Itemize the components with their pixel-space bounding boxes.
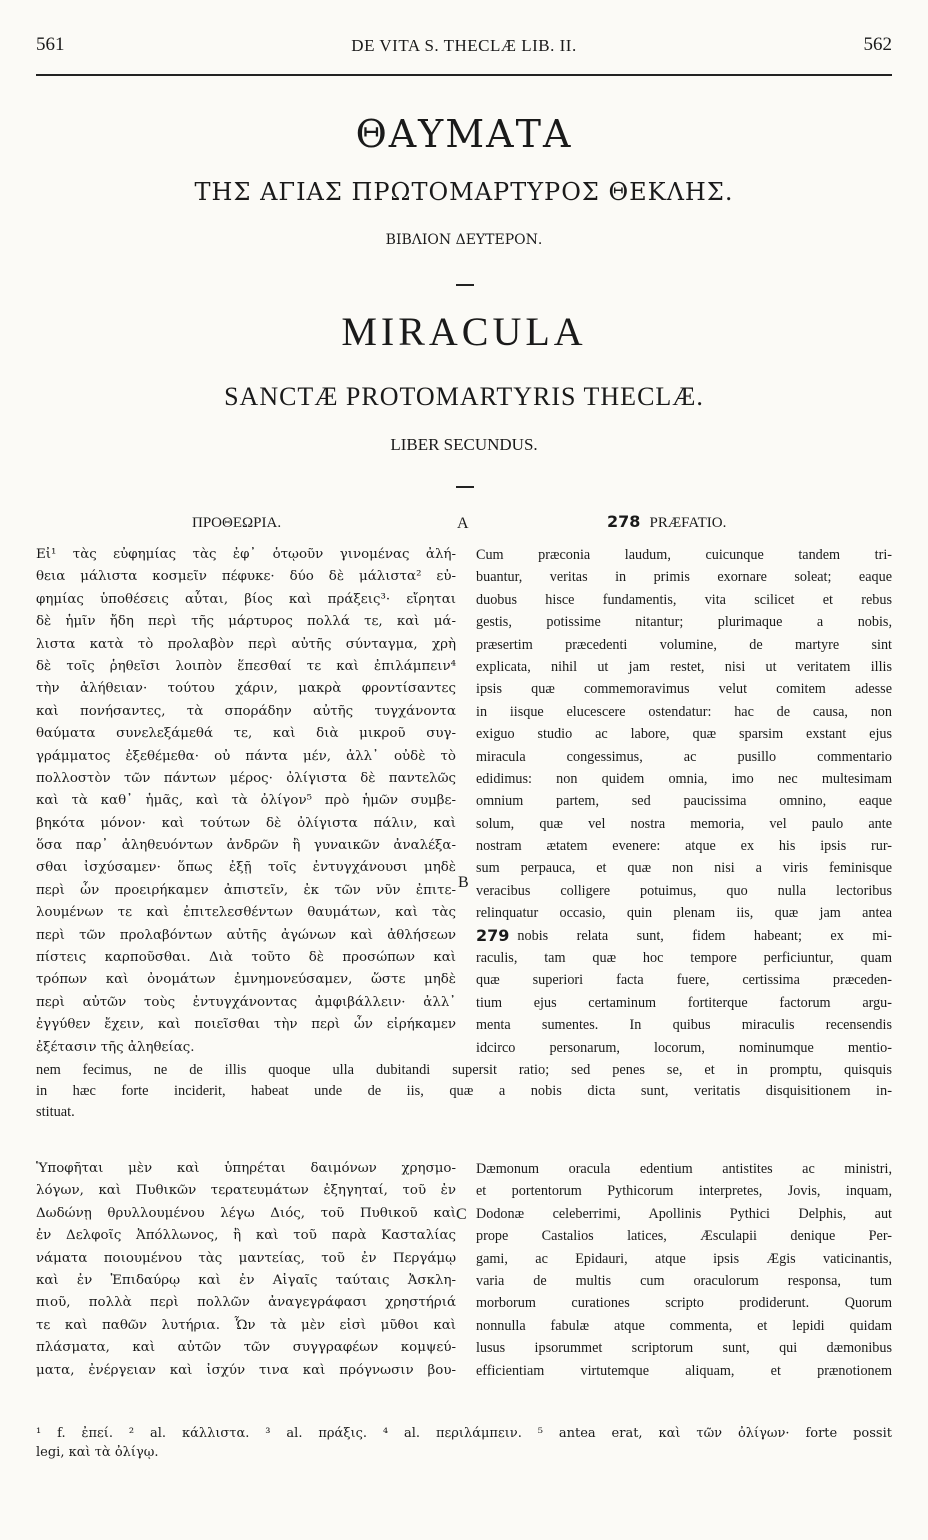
text-line: λουμένων τε καὶ ἐπιτελεσθέντων θαυμάτων, καὶ τὰς bbox=[36, 905, 456, 921]
latin-section-heading: PRÆFATIO. bbox=[649, 515, 727, 531]
text-line: ἐξέτασιν τῆς ἀληθείας. bbox=[36, 1039, 195, 1055]
header-rule bbox=[36, 74, 892, 76]
greek-title: ΘΑΥΜΑΤΑ bbox=[355, 112, 573, 156]
margin-letter-c: C bbox=[456, 1206, 467, 1223]
text-line: morborum curationes scripto prodiderunt. Quorum bbox=[476, 1295, 892, 1312]
title-dash bbox=[456, 486, 474, 488]
text-line: λόγων, καὶ Πυθικῶν τερατευμάτων ἐξηγηταί, τοῦ ἐν bbox=[36, 1183, 456, 1199]
text-line: nostram ætatem evenere: atque ex his ipsis rur- bbox=[476, 838, 892, 855]
text-line: τρόπων καὶ ὀνομάτων ἐμνημονεύσαμεν, ὥστε μηδὲ bbox=[36, 972, 456, 988]
text-line: περὶ ὧν προειρήκαμεν ἀπιστεῖν, ἐκ τῶν νῦν ἐπιτε- bbox=[36, 882, 456, 898]
text-line: lusus ipsorummet scriptorum sunt, qui dæmonibus bbox=[476, 1340, 892, 1357]
text-line: quæ superiori facta fuere, certissima præceden- bbox=[476, 972, 892, 989]
text-line: καὶ πονήσαντες, τὰ σποράδην αὐτῆς τυγχάνοντα bbox=[36, 703, 456, 719]
text-line: Ὑποφῆται μὲν καὶ ὑπηρέται δαιμόνων χρησμο- bbox=[36, 1161, 456, 1176]
text-line: edidimus: non quidem omnia, imo nec multesimam bbox=[476, 770, 892, 787]
text-line: raculis, tam quæ hoc tempore perficiuntur, quam bbox=[476, 950, 892, 967]
latin-book-label: LIBER SECUNDUS. bbox=[390, 435, 538, 454]
text-line: σθαι ἰσχύσαμεν· ὅπως ἐξῇ τοῖς ἐντυγχάνουσι μηδὲ bbox=[36, 860, 456, 876]
text-line: πίστεις καρποῦσθαι. Διὰ τοῦτο δὲ προσώπων καὶ bbox=[36, 950, 456, 966]
text-line: δὲ ἡμῖν ἤδη περὶ τῆς μάρτυρος πολλά τε, καὶ μά- bbox=[36, 614, 456, 630]
latin-subtitle: SANCTÆ PROTOMARTYRIS THECLÆ. bbox=[224, 382, 704, 411]
text-line: Εἰ¹ τὰς εὐφημίας τὰς ἐφ᾽ ὁτῳοῦν γινομένας ἀλή- bbox=[36, 547, 456, 562]
running-title: DE VITA S. THECLÆ LIB. II. bbox=[351, 36, 577, 55]
text-line: πολλοστὸν τῶν πάντων μέρος· ὀλίγιστα δὲ παντελῶς bbox=[36, 770, 456, 786]
footnote-line: legi, καὶ τὰ ὀλίγῳ. bbox=[36, 1445, 159, 1460]
text-line: ἐν Δελφοῖς Ἀπόλλωνος, ἢ καὶ τοῦ παρὰ Κασταλίας bbox=[36, 1228, 456, 1244]
text-line: λιστα κατὰ τὸ προλαβὸν περὶ αὐτῆς σύνταγμα, χρὴ bbox=[36, 636, 456, 652]
greek-section-heading: ΠΡΟΘΕΩΡΙΑ. bbox=[192, 515, 282, 531]
text-line: τὴν ἀλήθειαν· τούτου χάριν, μακρὰ φροντίσαντες bbox=[36, 681, 456, 697]
text-line: et portentorum Pythicorum interpretes, Jovis, inquam, bbox=[476, 1183, 892, 1200]
text-line-with-number bbox=[476, 925, 892, 947]
greek-column-2 bbox=[36, 1158, 456, 1382]
text-line: τε καὶ παθῶν λυτήρια. Ὧν τὰ μὲν εἰσὶ μῦθοι καὶ bbox=[36, 1317, 456, 1333]
text-line: πλάσματα, καὶ αὐτῶν τῶν συγγραφέων κομψεύ- bbox=[36, 1340, 456, 1356]
text-line: varia de multis cum oraculorum responsa, tum bbox=[476, 1272, 892, 1289]
greek-subtitle: ΤΗΣ ΑΓΙΑΣ ΠΡΩΤΟΜΑΡΤΥΡΟΣ ΘΕΚΛΗΣ. bbox=[194, 178, 734, 206]
text-line: miracula congessimus, ac pusillo commentario bbox=[476, 748, 892, 765]
text-line: relinquatur occasio, quin plenam iis, quæ jam antea bbox=[476, 905, 892, 922]
text-line: Cum præconia laudum, cuicunque tandem tri- bbox=[476, 547, 892, 563]
latin-column-2 bbox=[476, 1158, 892, 1382]
text-line: gestis, potissime nitantur; plurimaque a nobis, bbox=[476, 614, 892, 631]
text-line: πιοῦ, πολλὰ περὶ πολλῶν ἀναγεγράφασι χρηστήριά bbox=[36, 1295, 456, 1311]
text-line: solum, quæ vel nostra memoria, vel paulo ante bbox=[476, 815, 892, 832]
text-line: ὅσα παρ᾽ ἀληθευόντων ἀνδρῶν ἢ γυναικῶν ἀναλέξα- bbox=[36, 838, 456, 854]
greek-column-1 bbox=[36, 544, 456, 1059]
text-line: exiguo studio ac labore, quæ sparsim exstant ejus bbox=[476, 726, 892, 743]
text-line: θεια μάλιστα κοσμεῖν πέφυκε· δύο δὲ μάλιστα² εὐ- bbox=[36, 569, 456, 585]
text-line: gami, ac Epidauri, atque ipsis Ægis vaticinantis, bbox=[476, 1250, 892, 1267]
text-line: καὶ ἐν Ἐπιδαύρῳ καὶ ἐν Αἰγαῖς ταύταις Ἀσκλη- bbox=[36, 1272, 456, 1288]
text-line: stituat. bbox=[36, 1104, 75, 1120]
latin-heading-row bbox=[607, 512, 726, 532]
text-line: buantur, veritas in primis exornare soleat; eaque bbox=[476, 569, 892, 586]
greek-book-label: ΒΙΒΛΙΟΝ ΔΕΥΤΕΡΟΝ. bbox=[385, 232, 543, 248]
text-line: prope Castalios latices, Æsculapii denique Per- bbox=[476, 1228, 892, 1245]
text-line: Dodonæ celeberrimi, Apollinis Pythici Delphis, aut bbox=[476, 1205, 892, 1222]
margin-letter-b: B bbox=[458, 874, 469, 891]
text-line: καὶ τὰ καθ᾽ ἡμᾶς, καὶ τὰ ὀλίγον⁵ πρὸ ἡμῶν συμβε- bbox=[36, 793, 456, 809]
text-line: in hæc forte inciderit, habeat unde de iis, quæ a nobis dicta sunt, veritatis disquisitionem in- bbox=[36, 1083, 892, 1099]
text-line: θαύματα συνελεξάμεθά τε, καὶ διὰ μικροῦ συγ- bbox=[36, 726, 456, 742]
text-line: φημίας ὑποθέσεις αὗται, βίος καὶ πράξεις³· εἴρηται bbox=[36, 591, 456, 607]
text-line: veracibus colligere potuimus, quo nulla lectoribus bbox=[476, 882, 892, 899]
text-line: βηκότα μόνον· καὶ τούτων δὲ ὀλίγιστα πάλιν, καὶ bbox=[36, 815, 456, 831]
text-line: idcirco personarum, locorum, nominumque mentio- bbox=[476, 1039, 892, 1056]
text-line: nonnulla fabulæ atque commenta, et lepidi quidam bbox=[476, 1317, 892, 1334]
text-line: menta sumentes. In quibus miraculis recensendis bbox=[476, 1017, 892, 1034]
text-line: δὲ τοῖς ῥηθεῖσι λοιπὸν ἕπεσθαί τε καὶ ἐπιλάμπειν⁴ bbox=[36, 658, 456, 674]
text-line: efficientiam virtutemque aliquam, et prænotionem bbox=[476, 1362, 892, 1379]
text-line: omnium partem, sed paucissima omnino, eaque bbox=[476, 793, 892, 810]
text-line: nem fecimus, ne de illis quoque ulla dubitandi supersit ratio; sed penes se, et in promptu, quisquis bbox=[36, 1062, 892, 1078]
latin-full-width-text bbox=[36, 1060, 892, 1120]
text-line: Dæmonum oracula edentium antistites ac ministri, bbox=[476, 1161, 892, 1177]
text-line: περὶ αὐτῶν τοὺς ἐντυγχάνοντας ἀμφιβάλλειν· ἀλλ᾽ bbox=[36, 994, 456, 1010]
text-line: γράμματος ἐξεθέμεθα· οὐ πάντα μέν, ἀλλ᾽ οὐδὲ τὸ bbox=[36, 748, 456, 764]
text-line: sum perpauca, et quæ non nisi a viris feminisque bbox=[476, 860, 892, 877]
text-line: περὶ τῶν προλαβόντων αὐτῆς ἀγώνων καὶ ἀθλήσεων bbox=[36, 927, 456, 943]
text-line: νάματα ποιουμένου τὰς μαντείας, τοῦ ἐν Περγάμῳ bbox=[36, 1250, 456, 1266]
text-line: ipsis quæ commemoravimus velut comitem adesse bbox=[476, 681, 892, 698]
margin-letter-a: A bbox=[457, 515, 469, 532]
column-number: 278 bbox=[607, 512, 641, 531]
text-line: ἐγγύθεν ἔχειν, καὶ ποιεῖσθαι τὴν περὶ ὧν εἰρήκαμεν bbox=[36, 1017, 456, 1033]
page-number-left: 561 bbox=[36, 34, 65, 55]
text-line: Δωδώνῃ θρυλλουμένου λέγω Διός, τοῦ Πυθικοῦ καὶ bbox=[36, 1205, 456, 1221]
text-line: in iisque elucescere ostendatur: hac de causa, non bbox=[476, 703, 892, 720]
text-line: tium ejus certaminum fortiterque factorum argu- bbox=[476, 994, 892, 1011]
column-number: 279 bbox=[476, 925, 510, 945]
text-line: explicata, nihil ut jam restet, nisi ut veritatem illis bbox=[476, 658, 892, 675]
footnotes bbox=[36, 1424, 892, 1462]
footnote-line: ¹ f. ἐπεί. ² al. κάλλιστα. ³ al. πράξις. ⁴ al. περιλάμπειν. ⁵ antea erat, καὶ τῶν ὀλίγων· forte possit bbox=[36, 1426, 892, 1441]
title-dash bbox=[456, 284, 474, 286]
text-line: præsertim præcedenti volumine, de martyre sint bbox=[476, 636, 892, 653]
page-number-right: 562 bbox=[863, 34, 892, 55]
text-line: duobus hisce fundamentis, vita scilicet et rebus bbox=[476, 591, 892, 608]
text-line: nobis relata sunt, fidem habeant; ex mi- bbox=[517, 927, 892, 944]
latin-column-1 bbox=[476, 544, 892, 1059]
latin-title: MIRACULA bbox=[341, 309, 587, 354]
text-line: ματα, ἐνέργειαν καὶ ἰσχύν τινα καὶ πρόγνωσιν βου- bbox=[36, 1362, 456, 1378]
